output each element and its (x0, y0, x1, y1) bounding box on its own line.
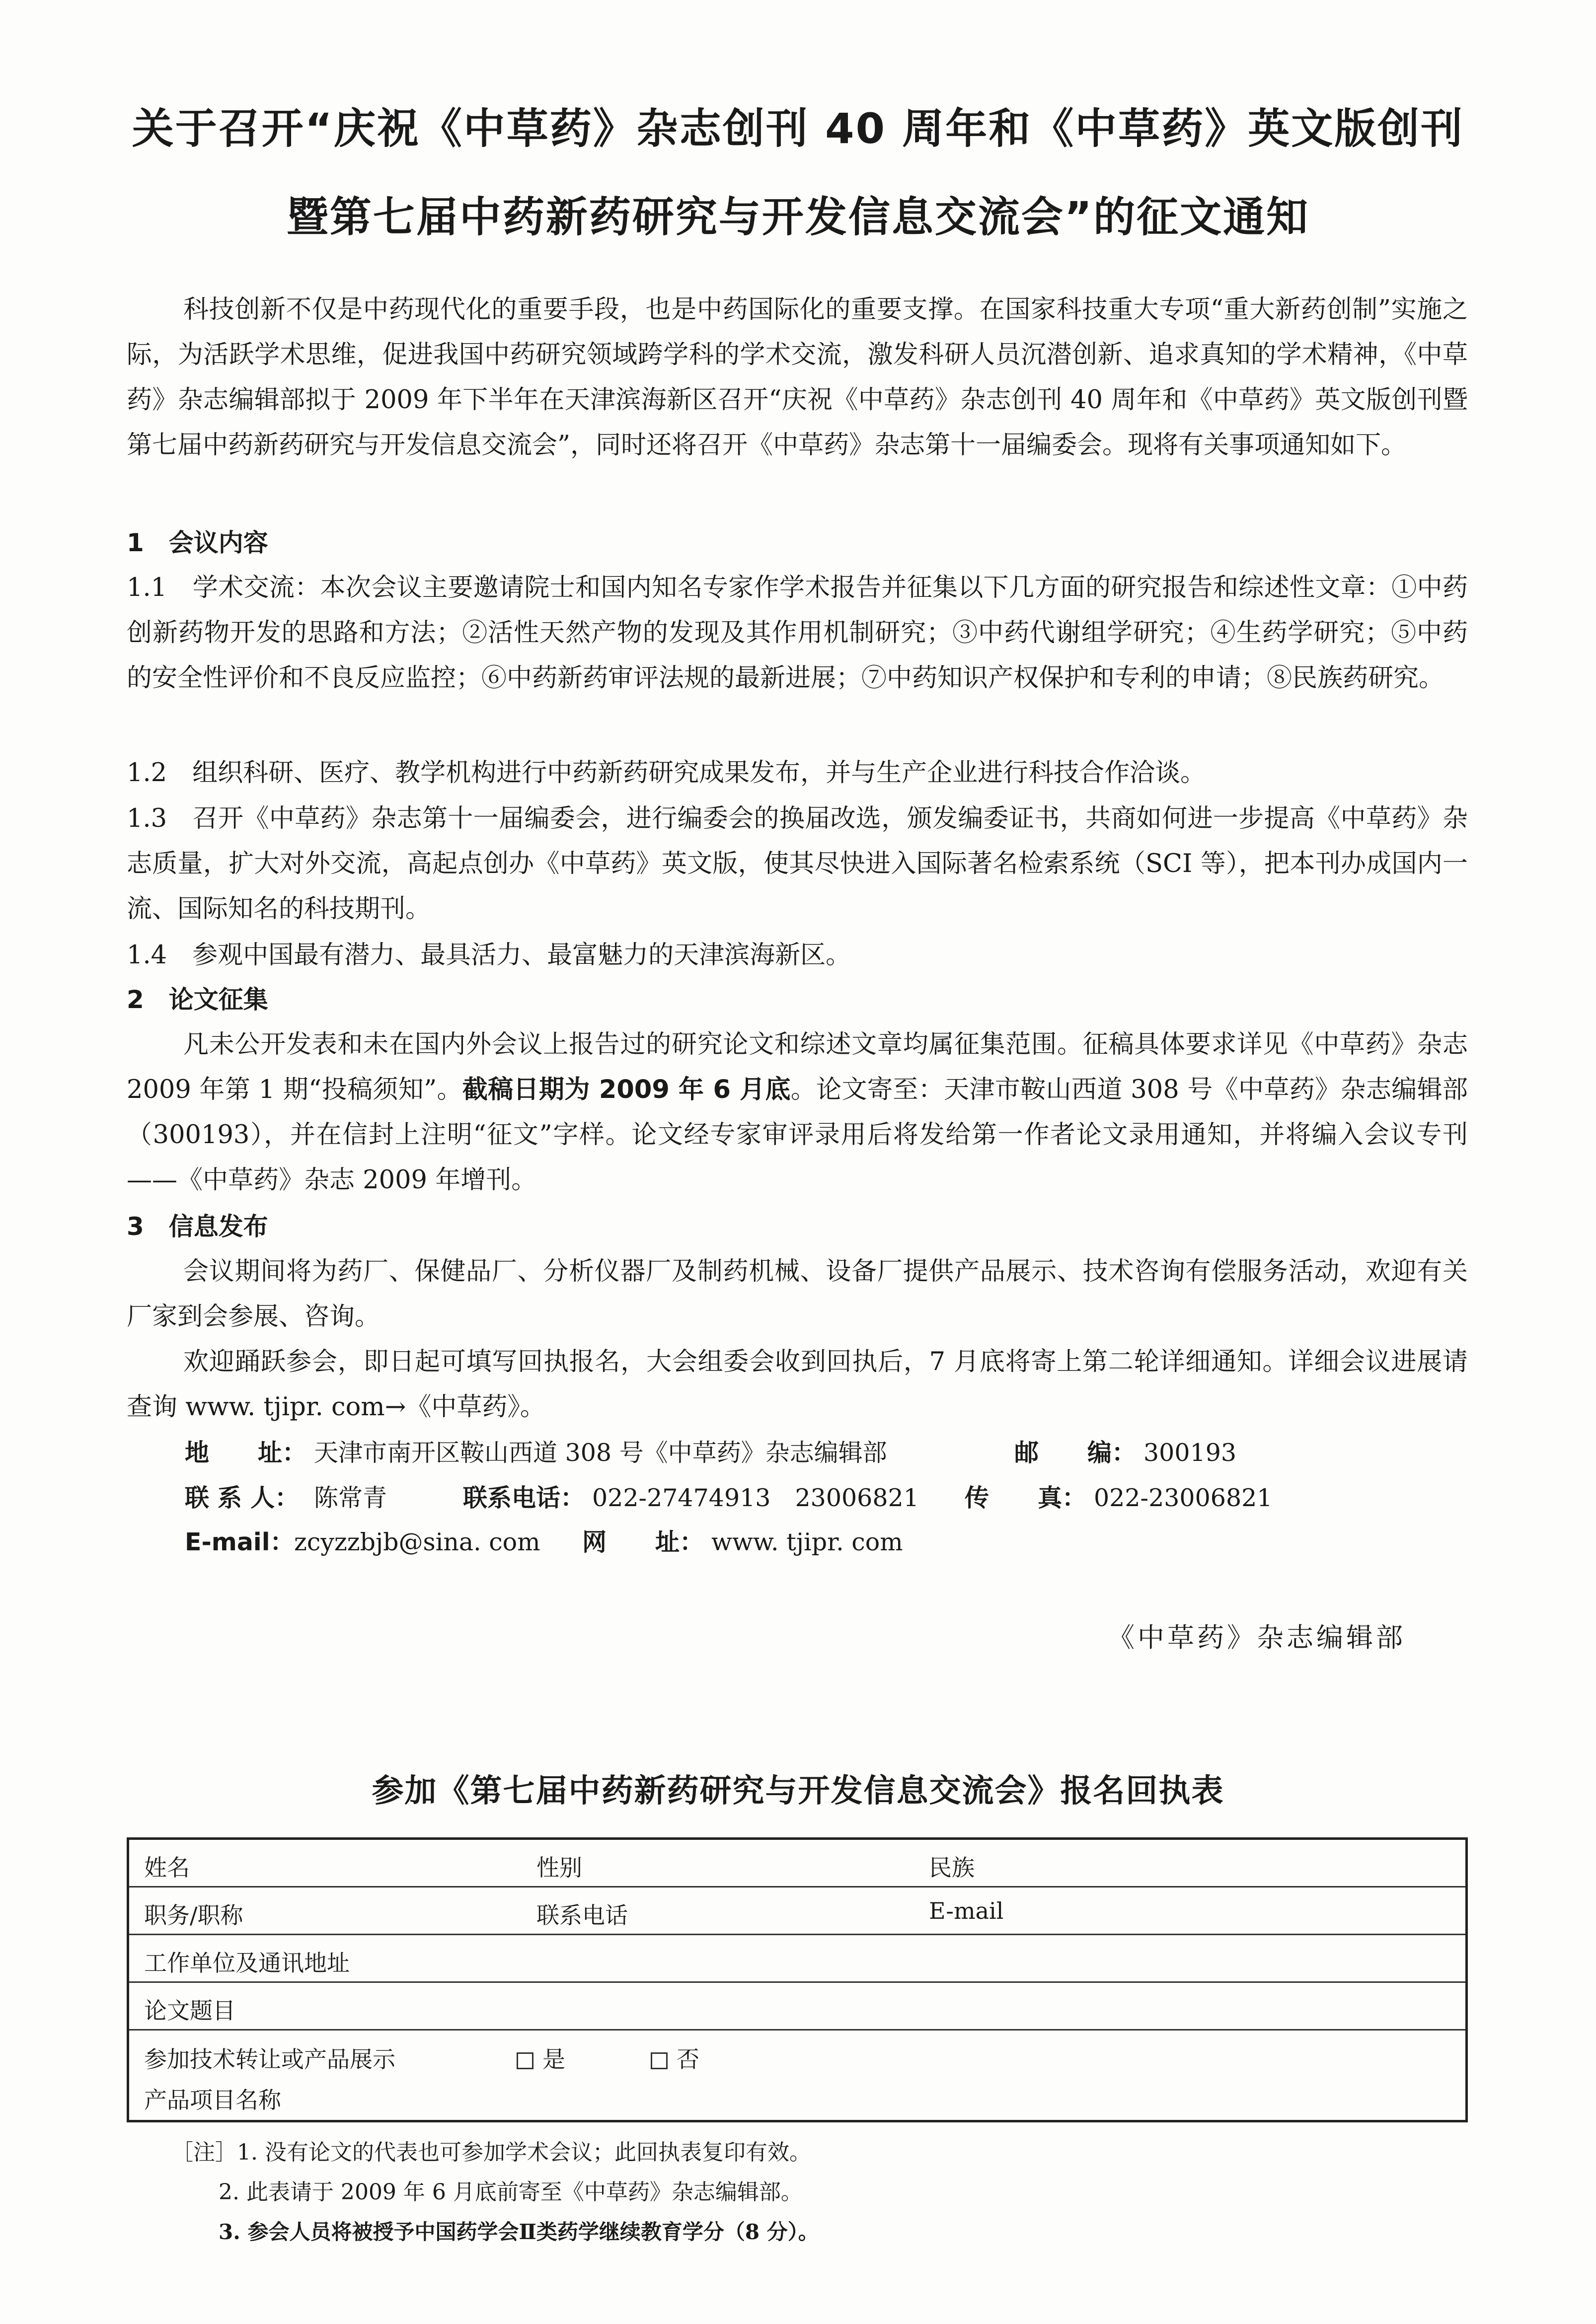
section-1-item-2: 1.2 组织科研、医疗、教学机构进行中药新药研究成果发布，并与生产企业进行科技合作洽谈。 (127, 758, 1206, 788)
form-row-paper-title (129, 1983, 1465, 2031)
option-yes-label: 是 (542, 2046, 565, 2073)
postcode-label: 邮 编： (1014, 1439, 1137, 1467)
fax-label: 传 真： (965, 1484, 1087, 1512)
address-label: 地 址： (185, 1439, 307, 1467)
form-label-position: 职务/职称 (144, 1902, 243, 1929)
form-label-email: E-mail (929, 1897, 1004, 1924)
section-3-paragraph-1: 会议期间将为药厂、保健品厂、分析仪器厂及制药机械、设备厂提供产品展示、技术咨询有偿服务活动，欢迎有关厂家到会参展、咨询。 (127, 1257, 1468, 1331)
option-no[interactable] (651, 2041, 699, 2074)
form-row-name (129, 1840, 1465, 1888)
website-value: www. tjipr. com (711, 1528, 903, 1556)
form-row-workplace (129, 1935, 1465, 1983)
website-label: 网 址： (582, 1528, 704, 1556)
postcode-value: 300193 (1143, 1439, 1237, 1467)
section-2-text-a: 凡未公开发表和未在国内外会议上报告过的研究论文和综述文章均属征集范围。征稿具体要求详见《中草药》杂志 2009 年第 1 期“投稿须知”。 (127, 1030, 1468, 1104)
contact-email-row (185, 1520, 1377, 1565)
intro-paragraph: 科技创新不仅是中药现代化的重要手段，也是中药国际化的重要支撑。在国家科技重大专项“重大新药创制”实施之际，为活跃学术思维，促进我国中药研究领域跨学科的学术交流，激发科研人员沉潜创新、追求真知的学术精神，《中草药》杂志编辑部拟于 2009 年下半年在天津滨海新区召开“庆祝《中草药》杂志创刊 40 周年和《中草药》英文版创刊暨第七届中药新药研究与开发信息交流会”，同时还将召开《中草药》杂志第十一届编委会。现将有关事项通知如下。 (127, 295, 1468, 460)
checkbox-yes[interactable] (517, 2052, 533, 2069)
form-label-participate: 参加技术转让或产品展示 (144, 2046, 395, 2073)
form-label-workplace: 工作单位及通讯地址 (144, 1950, 350, 1976)
note-3: 3. 参会人员将被授予中国药学会Ⅱ类药学继续教育学分（8 分）。 (219, 2220, 819, 2244)
fax-value: 022-23006821 (1094, 1484, 1273, 1512)
note-2: 2. 此表请于 2009 年 6 月底前寄至《中草药》杂志编辑部。 (219, 2179, 803, 2205)
contact-person-label: 联 系 人： (185, 1484, 300, 1512)
note-1: ［注］1. 没有论文的代表也可参加学术会议；此回执表复印有效。 (171, 2140, 811, 2165)
title-line-2: 暨第七届中药新药研究与开发信息交流会”的征文通知 (286, 193, 1310, 241)
editorial-signature: 《中草药》杂志编辑部 (1108, 1622, 1406, 1653)
contact-person-value: 陈常青 (314, 1484, 387, 1512)
contact-address-row (185, 1430, 1377, 1475)
section-2-heading: 2 论文征集 (127, 985, 268, 1014)
form-row-position (129, 1888, 1465, 1935)
section-1-item-1: 1.1 学术交流：本次会议主要邀请院士和国内知名专家作学术报告并征集以下几方面的研究报告和综述性文章：①中药创新药物开发的思路和方法；②活性天然产物的发现及其作用机制研究；③中药代谢组学研究；④生药学研究；⑤中药的安全性评价和不良反应监控；⑥中药新药审评法规的最新进展；⑦中药知识产权保护和专利的申请；⑧民族药研究。 (127, 573, 1468, 693)
section-1-item-3: 1.3 召开《中草药》杂志第十一届编委会，进行编委会的换届改选，颁发编委证书，共商如何进一步提高《中草药》杂志质量，扩大对外交流，高起点创办《中草药》英文版，使其尽快进入国际著名检索系统（SCI 等），把本刊办成国内一流、国际知名的科技期刊。 (127, 804, 1468, 924)
address-value: 天津市南开区鞍山西道 308 号《中草药》杂志编辑部 (314, 1439, 887, 1467)
section-2-text-b: 。论文寄至：天津市鞍山西道 308 号《中草药》杂志编辑部（300193），并在信封上注明“征文”字样。论文经专家审评录用后将发给第一作者论文录用通知，并将编入会议专刊——《中草药》杂志 2009 年增刊。 (127, 1075, 1468, 1195)
phone-value: 022-27474913 23006821 (592, 1484, 919, 1512)
section-2-paragraph (127, 1022, 1468, 1203)
checkbox-no[interactable] (651, 2052, 668, 2069)
form-label-ethnicity: 民族 (929, 1854, 975, 1881)
option-no-label: 否 (677, 2046, 699, 2073)
form-label-paper-title: 论文题目 (144, 1997, 235, 2024)
phone-label: 联系电话： (463, 1484, 585, 1512)
form-label-product: 产品项目名称 (144, 2087, 281, 2113)
form-label-phone: 联系电话 (536, 1902, 628, 1929)
registration-form-table (127, 1837, 1468, 2122)
option-yes[interactable] (517, 2041, 565, 2074)
form-label-gender: 性别 (536, 1854, 582, 1881)
email-label: E-mail： (185, 1528, 295, 1556)
form-row-participation (129, 2031, 1465, 2120)
section-1-heading: 1 会议内容 (127, 528, 268, 557)
section-3-heading: 3 信息发布 (127, 1212, 268, 1241)
email-value: zcyzzbjb@sina. com (294, 1528, 540, 1556)
contact-person-row (185, 1475, 1377, 1521)
section-1-item-4: 1.4 参观中国最有潜力、最具活力、最富魅力的天津滨海新区。 (127, 941, 851, 970)
section-3-paragraph-2: 欢迎踊跃参会，即日起可填写回执报名，大会组委会收到回执后，7 月底将寄上第二轮详细通知。详细会议进展请查询 www. tjipr. com→《中草药》。 (127, 1347, 1468, 1422)
title-line-1: 关于召开“庆祝《中草药》杂志创刊 40 周年和《中草药》英文版创刊 (132, 104, 1464, 153)
submission-deadline: 截稿日期为 2009 年 6 月底 (462, 1075, 791, 1104)
registration-form-title: 参加《第七届中药新药研究与开发信息交流会》报名回执表 (372, 1773, 1224, 1810)
form-label-name: 姓名 (144, 1854, 190, 1881)
